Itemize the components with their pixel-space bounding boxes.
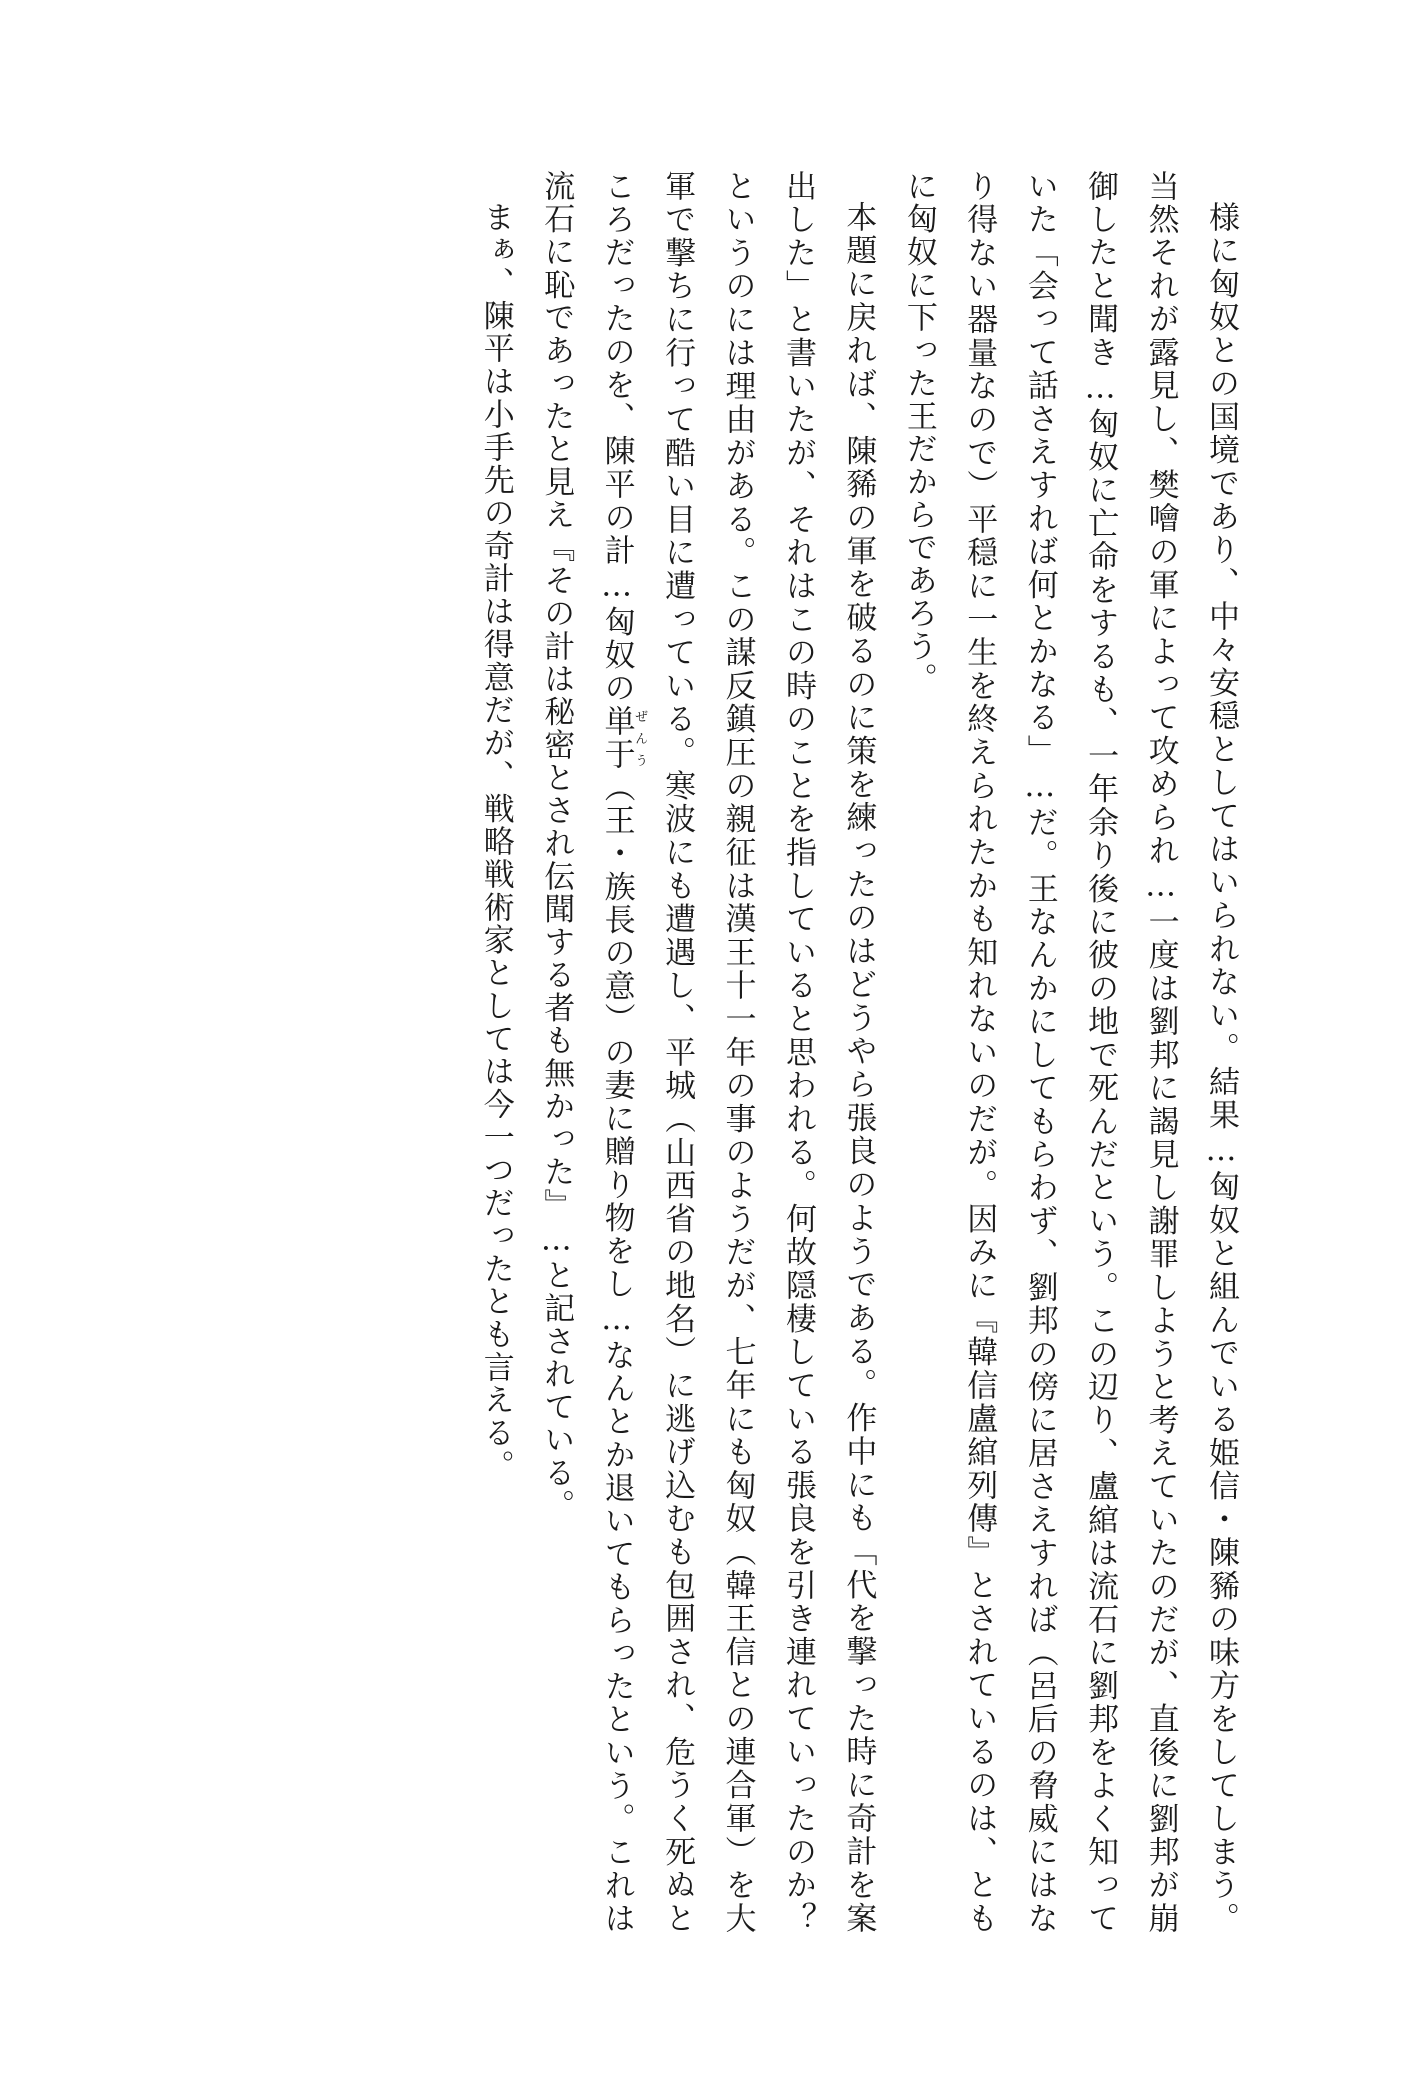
- ruby-reading: ぜんう: [632, 704, 648, 771]
- paragraph-3: まぁ、陳平は小手先の奇計は得意だが、戦略戦術家としては今一つだったとも言える。: [477, 201, 514, 1483]
- ruby-annotation: 単于ぜんう: [598, 704, 648, 772]
- paragraph-2: 本題に戻れば、陳豨の軍を破るのに策を練ったのはどうやら張良のようである。作中にも「代を撃った時に奇計を案出した」と書いたが、それはこの時のことを指していると思われる。何故隠棲している張良を引き連れていったのか？というのには理由がある。この謀反鎮圧の親征は漢王十一年の事のようだが、七年にも匈奴（韓王信との連合軍）を大軍で撃ちに行って酷い目に遭っている。寒波にも遭遇し、平城（山西省の地名）に逃げ込むも包囲され、危うく死ぬところだったのを、陳平の計…匈奴の単于ぜんう（王・族長の意）の妻に贈り物をし…なんとか退いてもらったという。これは流石に恥であったと見え『その計は秘密とされ伝聞する者も無かった』…と記されている。: [538, 170, 877, 1935]
- vertical-text-body: [170, 170, 1251, 1935]
- paragraph-1: 様に匈奴との国境であり、中々安穏としてはいられない。結果…匈奴と組んでいる姫信・陳豨の味方をしてしまう。当然それが露見し、樊噲の軍によって攻められ…一度は劉邦に謁見し謝罪しようと考えていたのだが、直後に劉邦が崩御したと聞き…匈奴に亡命をするも、一年余り後に彼の地で死んだという。この辺り、盧綰は流石に劉邦をよく知っていた「会って話さえすれば何とかなる」…だ。王なんかにしてもらわず、劉邦の傍に居さえすれば（呂后の脅威にはなり得ない器量なので）平穏に一生を終えられたかも知れないのだが。因みに『韓信盧綰列傳』とされているのは、ともに匈奴に下った王だからであろう。: [900, 170, 1239, 1935]
